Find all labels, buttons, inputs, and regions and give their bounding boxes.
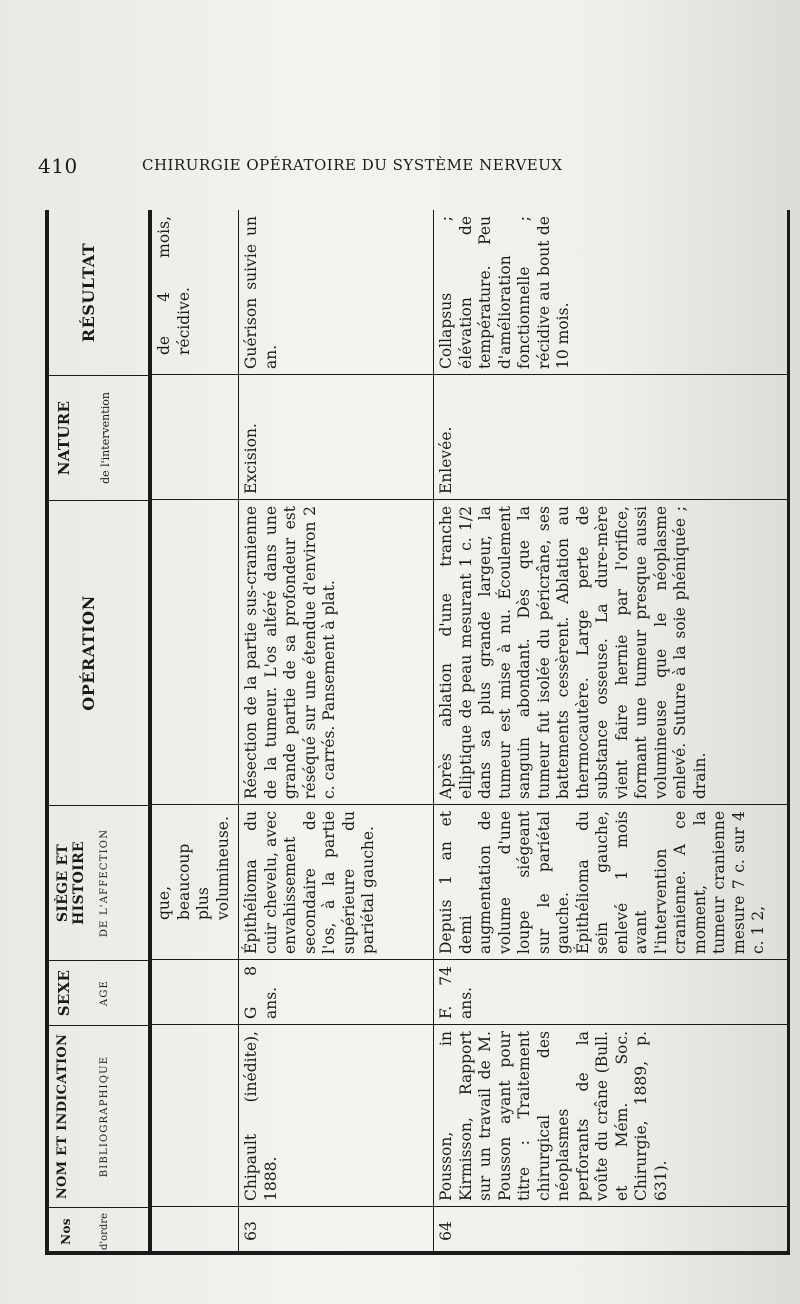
header-sex-sub: AGE: [99, 979, 110, 1007]
rotated-table: [45, 210, 790, 1255]
header-seat-sub: DE L'AFFECTION: [99, 828, 110, 938]
header-sex-label: SEXE: [55, 969, 73, 1017]
header-nature-sub: de l'intervention: [99, 392, 112, 484]
header-sex: [45, 960, 148, 1025]
row-64-operation: Après ablation d'une tranche elliptique de peau mesurant 1 c. 1/2 dans sa plus grande largeur, la tumeur est mise à nu. Écoulement sanguin abondant. Dès que la tumeur fut isolée du péricrâne, ses battements cessèrent. Ablation au thermocautère. Large perte de substance osseuse. La dure-mère vient faire hernie par l'orifice, formant une tumeur presque aussi volumineuse que le néoplasme enlevé. Suture à la soie phéniquée ; drain.: [437, 506, 709, 799]
row-63-sex: G 8 ans.: [242, 966, 280, 1019]
header-name-sub: BIBLIOGRAPHIQUE: [99, 1055, 110, 1178]
header-no: [45, 1207, 148, 1255]
row-64-name: Pousson, in Kirmisson, Rapport sur un travail de M. Pousson ayant pour titre : Traitement chirurgical des néoplasmes perforants de la voûte du crâne (Bull. et Mém. Soc. Chirurgie, 1889, p. 631).: [437, 1031, 670, 1201]
running-title: CHIRURGIE OPÉRATOIRE DU SYSTÈME NERVEUX: [142, 156, 563, 174]
row-64-nature: Enlevée.: [437, 426, 455, 494]
row-64-result: Collapsus ; élévation de température. Peu d'amélioration fonctionnelle ; récidive au bout de 10 mois.: [437, 216, 572, 369]
header-seat-label: SIÈGE ET HISTOIRE: [55, 841, 87, 925]
header-nature: [45, 375, 148, 500]
header-name-label: NOM ET INDICATION: [55, 1033, 70, 1200]
row-63-nature: Excision.: [242, 423, 260, 494]
row-rule: [238, 210, 239, 1255]
row-63-name: Chipault (inédite), 1888.: [242, 1031, 280, 1201]
header-result: [45, 210, 148, 375]
row-63-operation: Résection de la partie sus-cranienne de la tumeur. L'os altéré dans une grande partie de sa profondeur est réséqué sur une étendue d'environ 2 c. carrés. Pansement à plat.: [242, 506, 338, 799]
row-64-seat: Depuis 1 an et demi augmentation de volume d'une loupe siégeant sur le pariétal gauche. Épithélioma du sein gauche, enlevé 1 mois avant l'intervention cranienne. A ce moment, la tumeur cranienne mesure 7 c. sur 4 c. 1 2,: [437, 811, 767, 954]
page-number: 410: [38, 154, 78, 178]
header-rule-thin: [151, 210, 152, 1255]
running-head: [38, 150, 758, 180]
header-operation-label: OPÉRATION: [79, 595, 98, 711]
row-63-no: 63: [242, 1221, 260, 1241]
row-64-no: 64: [437, 1221, 455, 1241]
row-63-seat: Épithélioma du cuir chevelu, avec envahissement secondaire de l'os, à la partie supérieure du pariétal gauche.: [242, 811, 377, 954]
header-no-sub: d'ordre: [99, 1212, 110, 1251]
header-result-label: RÉSULTAT: [79, 242, 98, 343]
continuation-seat: que, beaucoup plus volumineuse.: [155, 816, 232, 920]
row-64-sex: F. 74 ans.: [437, 966, 475, 1019]
header-no-label: Nos: [59, 1218, 73, 1245]
header-name: [45, 1025, 148, 1207]
header-operation: [45, 500, 148, 805]
row-63-result: Guérison suivie un an.: [242, 216, 280, 369]
row-rule: [433, 210, 434, 1255]
header-seat: [45, 805, 148, 960]
header-nature-label: NATURE: [55, 400, 73, 476]
continuation-result: de 4 mois, récidive.: [155, 216, 193, 355]
